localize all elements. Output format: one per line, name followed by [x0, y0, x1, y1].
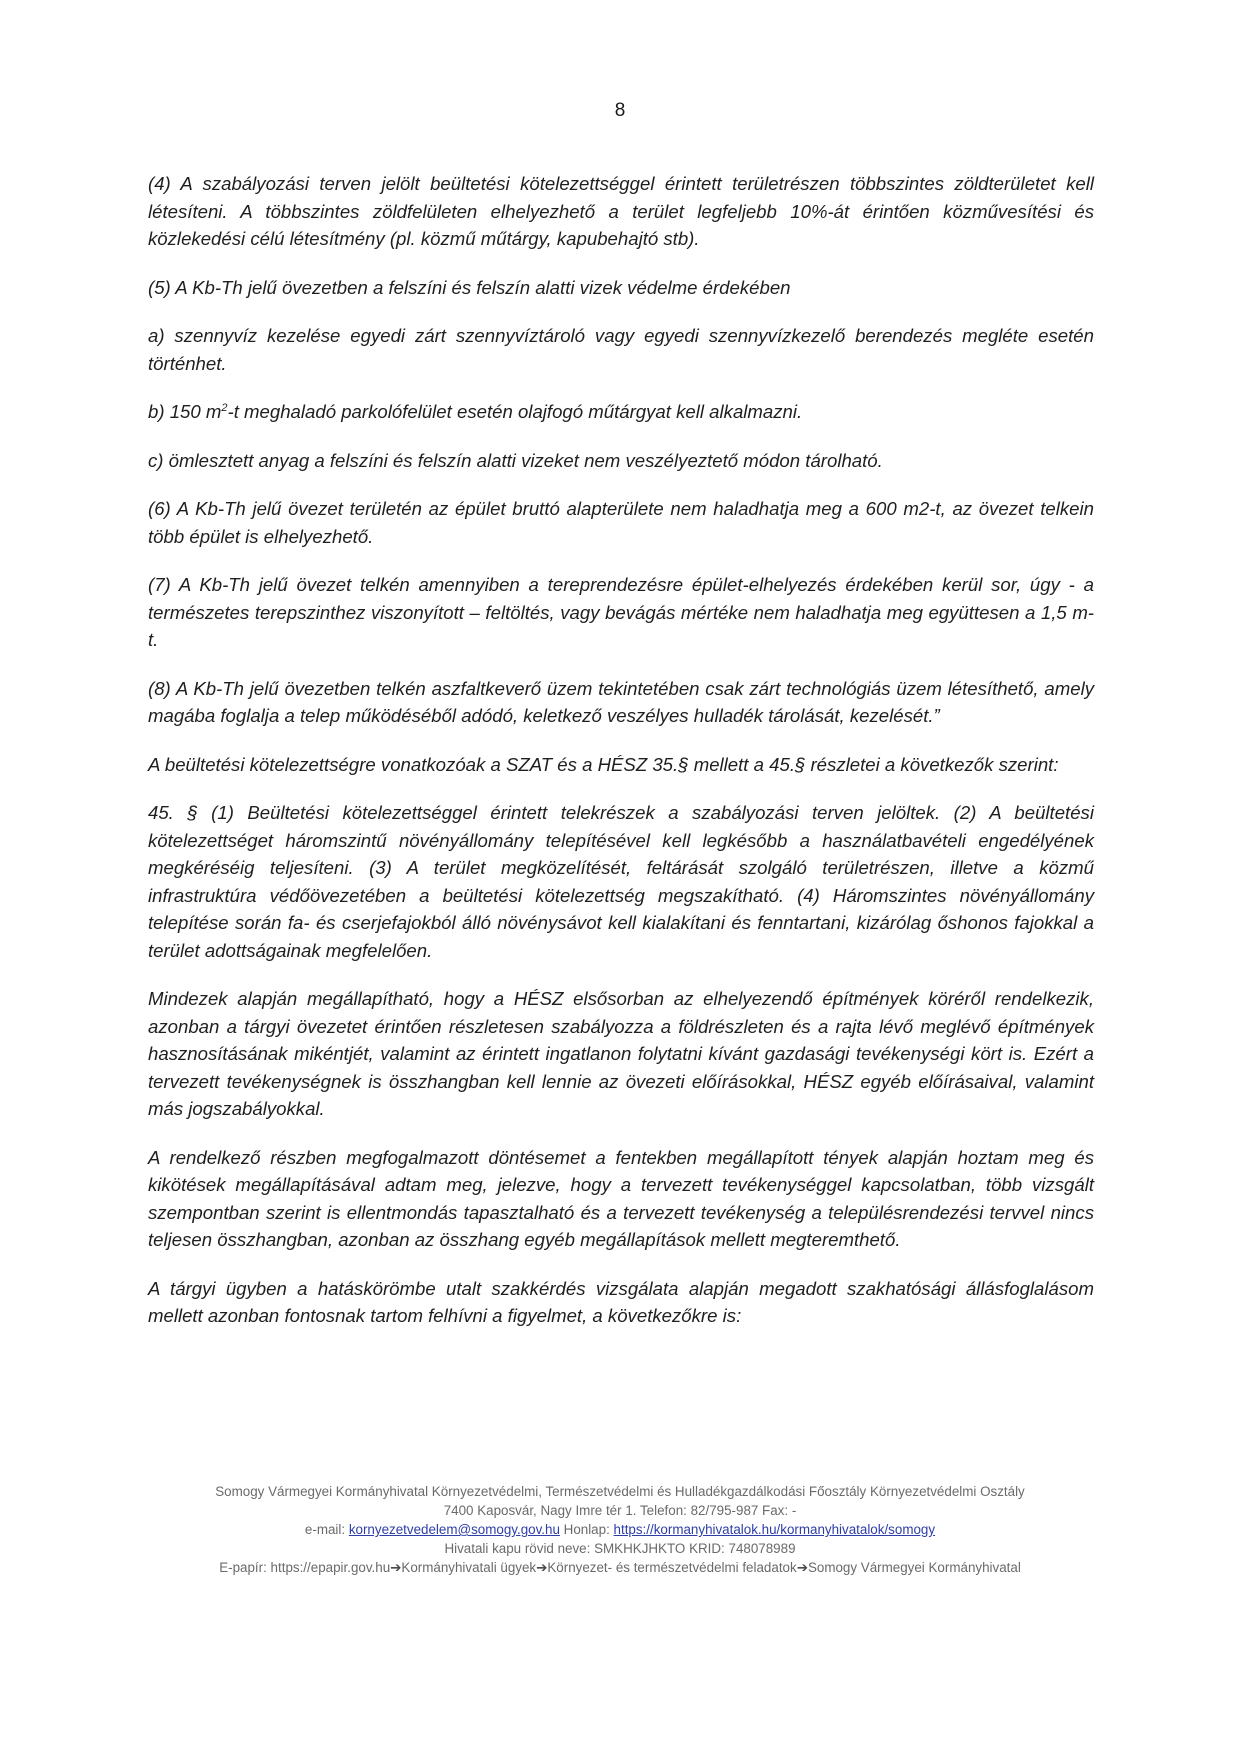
footer-web-label: Honlap:: [559, 1522, 614, 1537]
paragraph-5b-post: -t meghaladó parkolófelület esetén olajfogó műtárgyat kell alkalmazni.: [227, 401, 803, 422]
paragraph-10: 45. § (1) Beültetési kötelezettséggel érintett telekrészek a szabályozási terven jelöltek. (2) A beültetési kötelezettséget háromszintű növényállomány telepítésével kell legkésőbb a használatbavételi engedélyének megkéréséig teljesíteni. (3) A terület megközelítését, feltárását szolgáló területrészen, illetve a közmű infrastruktúra védőövezetében a beültetési kötelezettség megszakítható. (4) Háromszintes növényállomány telepítése során fa- és cserjefajokból álló növénysávot kell kialakítani és fenntartani, kizárólag őshonos fajokkal a terület adottságainak megfelelően.: [148, 802, 1094, 961]
footer-epapir-line: [140, 1558, 1100, 1577]
footer-office-name: Somogy Vármegyei Kormányhivatal Környezetvédelmi, Természetvédelmi és Hulladékgazdálkodási Főosztály Környezetvédelmi Osztály: [215, 1484, 1025, 1499]
footer-epapir-step3: Somogy Vármegyei Kormányhivatal: [807, 1560, 1021, 1575]
arrow-right-icon: ➔: [796, 1560, 808, 1575]
footer-email-label: e-mail:: [304, 1522, 349, 1537]
paragraph-5c: c) ömlesztett anyag a felszíni és felszín alatti vizeket nem veszélyeztető módon tárolható.: [148, 449, 883, 471]
paragraph-6: (6) A Kb-Th jelű övezet területén az épület bruttó alapterülete nem haladhatja meg a 600 m2-t, az övezet telkein több épület is elhelyezhető.: [148, 498, 1094, 547]
footer-epapir-step2: Környezet- és természetvédelmi feladatok: [547, 1560, 797, 1575]
paragraph-9: A beültetési kötelezettségre vonatkozóak a SZAT és a HÉSZ 35.§ mellett a 45.§ részletei a következők szerint:: [148, 753, 1059, 775]
footer-gateway: Hivatali kapu rövid neve: SMKHKJHKTO KRID: 748078989: [444, 1541, 796, 1556]
paragraph-11: Mindezek alapján megállapítható, hogy a HÉSZ elsősorban az elhelyezendő építmények köréről rendelkezik, azonban a tárgyi övezetet érintően részletesen szabályozza a földrészleten és a rajta lévő meglévő építmények hasznosításának mikéntjét, valamint az érintett ingatlanon folytatni kívánt gazdasági tevékenységi kört is. Ezért a tervezett tevékenységnek is összhangban kell lennie az övezeti előírásokkal, HÉSZ egyéb előírásaival, valamint más jogszabályokkal.: [148, 988, 1094, 1119]
paragraph-13: A tárgyi ügyben a hatáskörömbe utalt szakkérdés vizsgálata alapján megadott szakhatósági állásfoglalásom mellett azonban fontosnak tartom felhívni a figyelmet, a következőkre is:: [148, 1277, 1094, 1326]
footer-epapir-step1: Kormányhivatali ügyek: [401, 1560, 537, 1575]
paragraph-12: A rendelkező részben megfogalmazott döntésemet a fentekben megállapított tények alapján hoztam meg és kikötések megállapításával adtam meg, jelezve, hogy a tervezett tevékenységgel kapcsolatban, több vizsgált szempontban szerint is ellentmondás tapasztalható és a tervezett tevékenység a településrendezési tervvel nincs teljesen összhangban, azonban az összhang egyéb megállapítások mellett megteremthető.: [148, 1146, 1094, 1250]
website-link[interactable]: https://kormanyhivatalok.hu/kormanyhivatalok/somogy: [613, 1522, 936, 1537]
email-link[interactable]: kornyezetvedelem@somogy.gov.hu: [348, 1522, 560, 1537]
paragraph-5: (5) A Kb-Th jelű övezetben a felszíni és felszín alatti vizek védelme érdekében: [148, 276, 791, 298]
paragraph-5b: [148, 398, 1094, 426]
document-body: [148, 170, 1094, 1351]
footer-epapir-url: E-papír: https://epapir.gov.hu: [219, 1560, 391, 1575]
arrow-right-icon: ➔: [536, 1560, 548, 1575]
footer-address: 7400 Kaposvár, Nagy Imre tér 1. Telefon: 82/795-987 Fax: -: [443, 1503, 797, 1518]
paragraph-5b-pre: b) 150 m: [148, 401, 222, 422]
page-number: 8: [614, 100, 626, 121]
paragraph-7: (7) A Kb-Th jelű övezet telkén amennyiben a tereprendezésre épület-elhelyezés érdekében kerül sor, úgy - a természetes terepszinthez viszonyított – feltöltés, vagy bevágás mértéke nem haladhatja meg együttesen a 1,5 m-t.: [148, 574, 1094, 650]
superscript-2: 2: [221, 402, 228, 414]
paragraph-5a: a) szennyvíz kezelése egyedi zárt szennyvíztároló vagy egyedi szennyvízkezelő berendezés megléte esetén történhet.: [148, 325, 1094, 374]
footer-contact-line: [140, 1520, 1100, 1539]
paragraph-8: (8) A Kb-Th jelű övezetben telkén aszfaltkeverő üzem tekintetében csak zárt technológiás üzem létesíthető, amely magába foglalja a telep működéséből adódó, keletkező veszélyes hulladék tárolását, kezelését.”: [148, 677, 1094, 726]
arrow-right-icon: ➔: [390, 1560, 402, 1575]
paragraph-4: (4) A szabályozási terven jelölt beültetési kötelezettséggel érintett területrészen többszintes zöldterületet kell létesíteni. A többszintes zöldfelületen elhelyezhető a terület legfeljebb 10%-át érintően közművesítési és közlekedési célú létesítmény (pl. közmű műtárgy, kapubehajtó stb).: [148, 173, 1094, 249]
page-footer: [140, 1482, 1100, 1577]
